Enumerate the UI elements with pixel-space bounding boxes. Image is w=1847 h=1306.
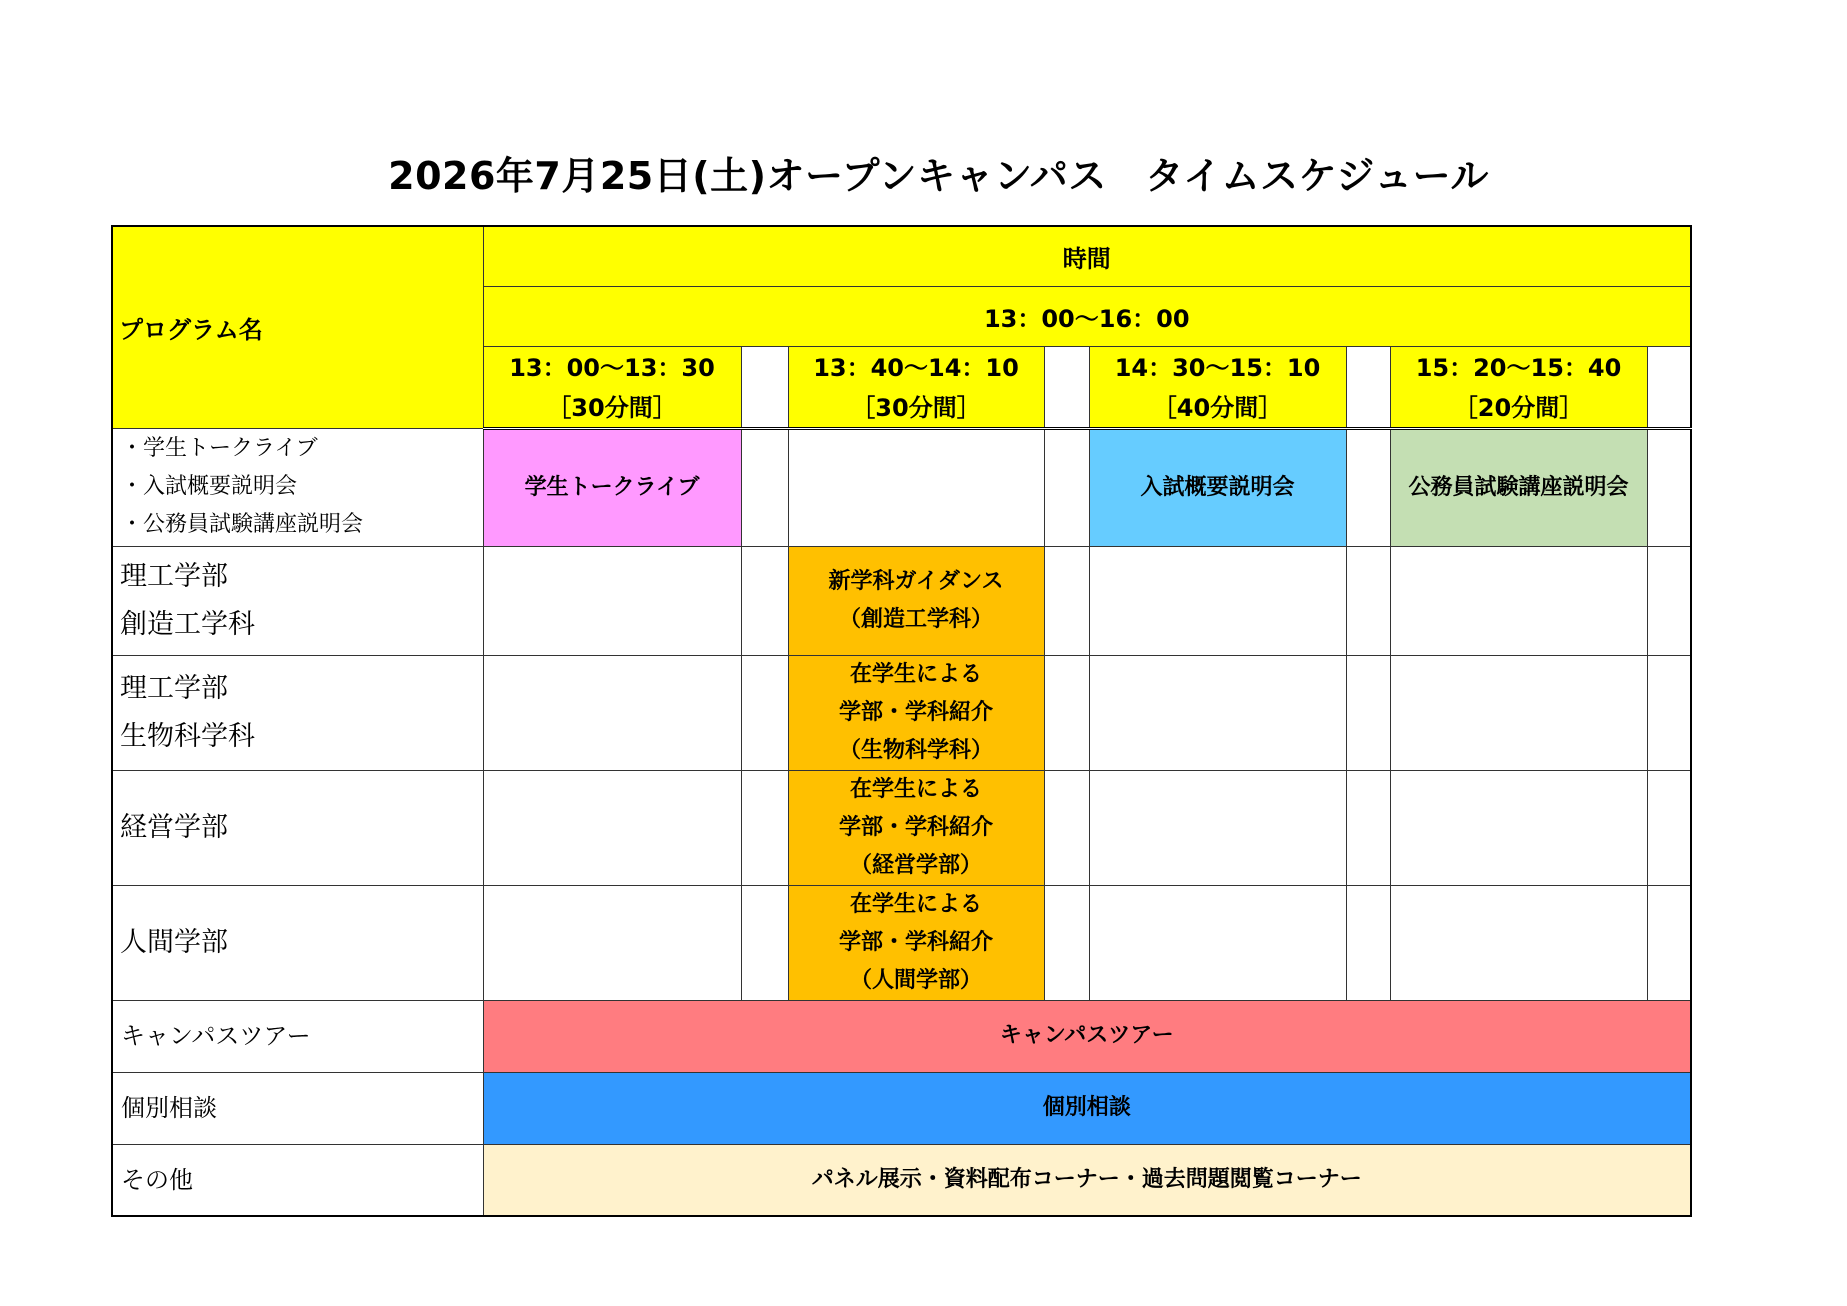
- row-label-seibutsu: 理工学部 生物科学科: [112, 655, 483, 770]
- gap-cell: [1346, 885, 1390, 1000]
- empty-cell: [1089, 655, 1346, 770]
- row-souzou: [112, 546, 1691, 655]
- gap-cell: [1346, 770, 1390, 885]
- row-keiei: [112, 770, 1691, 885]
- gap-cell: [1044, 346, 1089, 428]
- event-civil-service-briefing: 公務員試験講座説明会: [1390, 428, 1647, 546]
- gap-cell: [1044, 885, 1089, 1000]
- time-range-header: 13：00〜16：00: [483, 286, 1691, 346]
- event-ningen-intro: 在学生による 学部・学科紹介 （人間学部）: [788, 885, 1044, 1000]
- row-label-tour: キャンパスツアー: [112, 1000, 483, 1072]
- slot-header-3: 14：30〜15：10 ［40分間］: [1089, 346, 1346, 428]
- empty-cell: [1390, 885, 1647, 1000]
- row-label-other: その他: [112, 1144, 483, 1216]
- empty-cell: [483, 655, 741, 770]
- time-header: 時間: [483, 226, 1691, 286]
- event-keiei-intro: 在学生による 学部・学科紹介 （経営学部）: [788, 770, 1044, 885]
- row-label-keiei: 経営学部: [112, 770, 483, 885]
- gap-cell: [1044, 546, 1089, 655]
- gap-cell: [1346, 655, 1390, 770]
- row-label-general: ・学生トークライブ ・入試概要説明会 ・公務員試験講座説明会: [112, 428, 483, 546]
- row-label-ningen: 人間学部: [112, 885, 483, 1000]
- header-row-time: [112, 226, 1691, 286]
- empty-cell: [1390, 546, 1647, 655]
- gap-cell: [741, 770, 788, 885]
- gap-cell: [1647, 655, 1691, 770]
- empty-cell: [788, 428, 1044, 546]
- gap-cell: [741, 346, 788, 428]
- schedule-table: [111, 225, 1692, 1217]
- gap-cell: [1346, 428, 1390, 546]
- gap-cell: [1044, 428, 1089, 546]
- event-other-corners: パネル展示・資料配布コーナー・過去問題閲覧コーナー: [483, 1144, 1691, 1216]
- gap-cell: [741, 885, 788, 1000]
- event-souzou-guidance: 新学科ガイダンス （創造工学科）: [788, 546, 1044, 655]
- row-label-consult: 個別相談: [112, 1072, 483, 1144]
- gap-cell: [1346, 546, 1390, 655]
- program-name-header: プログラム名: [112, 226, 483, 428]
- event-talk-live: 学生トークライブ: [483, 428, 741, 546]
- row-label-souzou: 理工学部 創造工学科: [112, 546, 483, 655]
- gap-cell: [1044, 770, 1089, 885]
- gap-cell: [741, 428, 788, 546]
- empty-cell: [1390, 655, 1647, 770]
- event-campus-tour: キャンパスツアー: [483, 1000, 1691, 1072]
- gap-cell: [1044, 655, 1089, 770]
- row-consult: [112, 1072, 1691, 1144]
- row-tour: [112, 1000, 1691, 1072]
- event-seibutsu-intro: 在学生による 学部・学科紹介 （生物科学科）: [788, 655, 1044, 770]
- gap-cell: [1647, 546, 1691, 655]
- empty-cell: [1089, 770, 1346, 885]
- gap-cell: [1647, 428, 1691, 546]
- gap-cell: [1346, 346, 1390, 428]
- empty-cell: [1089, 546, 1346, 655]
- page-title: 2026年7月25日(土)オープンキャンパス タイムスケジュール: [388, 154, 1489, 198]
- empty-cell: [483, 885, 741, 1000]
- gap-cell: [741, 655, 788, 770]
- slot-header-1: 13：00〜13：30 ［30分間］: [483, 346, 741, 428]
- row-general: [112, 428, 1691, 546]
- empty-cell: [483, 770, 741, 885]
- gap-cell: [1647, 770, 1691, 885]
- gap-cell: [741, 546, 788, 655]
- row-ningen: [112, 885, 1691, 1000]
- empty-cell: [1089, 885, 1346, 1000]
- slot-header-4: 15：20〜15：40 ［20分間］: [1390, 346, 1647, 428]
- row-seibutsu: [112, 655, 1691, 770]
- empty-cell: [1390, 770, 1647, 885]
- event-admission-briefing: 入試概要説明会: [1089, 428, 1346, 546]
- gap-cell: [1647, 346, 1691, 428]
- gap-cell: [1647, 885, 1691, 1000]
- row-other: [112, 1144, 1691, 1216]
- empty-cell: [483, 546, 741, 655]
- event-individual-consultation: 個別相談: [483, 1072, 1691, 1144]
- slot-header-2: 13：40〜14：10 ［30分間］: [788, 346, 1044, 428]
